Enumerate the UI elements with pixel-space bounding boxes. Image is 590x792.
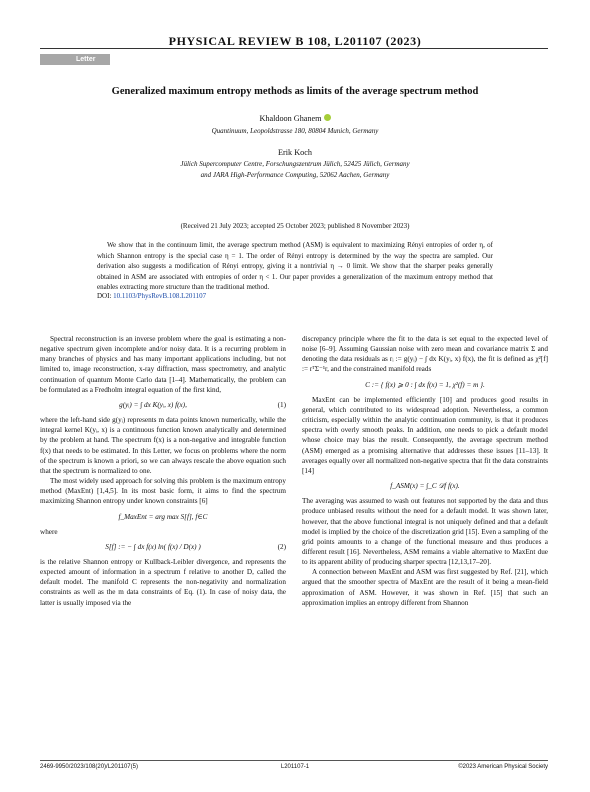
left-column [40, 334, 286, 608]
equation-constraint-body: C := { f(x) ⩾ 0 : ∫ dx f(x) = 1, χ²(f) = m }. [365, 380, 485, 389]
paragraph: The most widely used approach for solving this problem is the maximum entropy method (MaxEnt) [1,4,5]. In its most basic form, it aims to find the spectrum maximizing Shannon entropy under known constraints [6] [40, 477, 286, 506]
equation-maxent [40, 512, 286, 522]
footer-copyright: ©2023 American Physical Society [458, 764, 548, 770]
doi-link[interactable]: 10.1103/PhysRevB.108.L201107 [113, 292, 207, 300]
header-rule [40, 48, 548, 49]
affiliation-2-line-1: Jülich Supercomputer Centre, Forschungszentrum Jülich, 52425 Jülich, Germany [180, 160, 410, 168]
paragraph: discrepancy principle where the fit to the data is set equal to the expected level of noise [6–9]. Assuming Gaussian noise with zero mean and covariance matrix Σ and denoting the data residuals as rᵢ := g(yᵢ) − ∫ dx K(yᵢ, x) f(x), the fit is defined as χ²[f] := rᵀΣ⁻¹r, and the constrained manifold reads [302, 335, 548, 374]
author-1 [40, 114, 550, 123]
doi-label: DOI: [97, 292, 112, 300]
equation-1-body: g(yᵢ) = ∫ dx K(yᵢ, x) f(x), [119, 400, 187, 409]
doi-line [97, 292, 206, 300]
abstract: We show that in the continuum limit, the average spectrum method (ASM) is equivalent to maximizing Rényi entropies of order η, of which Shannon entropy is the special case η = 1. The order of Rényi entropy is determined by the way the spectra are sampled. Our derivation also suggests a modification of Rényi entropy, giving it a nontrivial η → 0 limit. We show that the sharper peaks generally obtained in ASM are associated with entropies of order η < 1. Our paper provides a generalization of the maximum entropy method that enables extracting more structure than the traditional method. [97, 241, 493, 291]
paragraph: is the relative Shannon entropy or Kullback-Leibler divergence, and represents the expected amount of information in a spectrum f relative to another D, called the default model. The manifold C represents the non-negativity and normalization constraints as well as the m data constraints of Eq. (1). In case of noisy data, the latter is usually imposed via the [40, 557, 286, 607]
received-dates: (Received 21 July 2023; accepted 25 October 2023; published 8 November 2023) [180, 222, 410, 230]
affiliation-1: Quantinuum, Leopoldstrasse 180, 80804 Munich, Germany [211, 127, 379, 135]
paragraph: The averaging was assumed to wash out features not supported by the data and thus produce unbiased results without the need for a default model. It was shown later, however, that the above functional integral is not uniquely defined and that a default model is implied by the choice of the discretization grid [15]. Even a sampling of the grid points amounts to a change of the functional measure and thus produces a different result [16]. Nevertheless, ASM remains a viable alternative to MaxEnt due to its apparent ability of producing sharper spectra [12,13,17–20]. [302, 497, 548, 567]
orcid-icon[interactable] [324, 114, 331, 121]
equation-1 [40, 400, 286, 410]
paragraph: where the left-hand side g(yᵢ) represents m data points known numerically, while the integral kernel K(yᵢ, x) is a continuous function known analytically and determined by the problem at hand. The spectrum f(x) is a non-negative and integrable function f(x) that needs to be estimated. In this Letter, we focus on problems where the norm of the spectrum is known a priori, so we can always rescale the above equation such that the spectrum is normalized to one. [40, 416, 286, 475]
equation-constraint-manifold [302, 380, 548, 390]
right-column [302, 334, 548, 608]
where-text: where [40, 527, 58, 536]
footer-page-number: L201107-1 [280, 764, 310, 770]
equation-asm-body: f_ASM(x) = ∫_C 𝒟f f(x). [390, 482, 460, 491]
equation-2-body: S[f] := − ∫ dx f(x) ln( f(x) / D(x) ) [105, 542, 201, 551]
author-1-name: Khaldoon Ghanem [259, 114, 322, 123]
paragraph: A connection between MaxEnt and ASM was first suggested by Ref. [21], which argued that the smoother spectra of MaxEnt are the result of it being a mean-field approximation of ASM. However, it was shown in Ref. [15] that such an approximation implies an entropy different from Shannon [302, 568, 548, 607]
equation-2 [40, 542, 286, 552]
equation-asm [302, 481, 548, 491]
author-2: Erik Koch [278, 148, 312, 157]
footer-rule [40, 760, 548, 761]
article-title: Generalized maximum entropy methods as limits of the average spectrum method [111, 86, 479, 97]
equation-2-number: (2) [277, 542, 286, 551]
article-type-tab: Letter [40, 54, 110, 65]
paragraph: Spectral reconstruction is an inverse problem where the goal is estimating a non-negative spectrum given incomplete and/or noisy data. It is a recurring problem in many branches of physics and has many important applications including, but not limited to, image reconstruction, x-ray diffraction, mass spectrometry, and analytic continuation of quantum Monte Carlo data [1–4]. Mathematically, the problem can be formulated as a Fredholm integral equation of the first kind, [40, 335, 286, 394]
equation-1-number: (1) [277, 400, 286, 409]
equation-maxent-body: f_MaxEnt = arg max S[f], f∈C [118, 512, 208, 521]
footer-issn: 2469-9950/2023/108(20)/L201107(5) [40, 764, 138, 770]
paragraph: MaxEnt can be implemented efficiently [10] and produces good results in general, which contributed to its widespread adoption. Nevertheless, a common criticism, especially within the analytic continuation community, is that it produces spectra with overly smooth peaks. In addition, one needs to pick a default model whose choice may bias the result. Consequently, the average spectrum method (ASM) emerged as a promising alternative that addresses these issues [11–13]. It averages equally over all normalized non-negative spectra that fit the data constraints [14] [302, 395, 548, 475]
affiliation-2-line-2: and JARA High-Performance Computing, 52062 Aachen, Germany [200, 171, 390, 179]
journal-header: PHYSICAL REVIEW B 108, L201107 (2023) [168, 34, 422, 48]
